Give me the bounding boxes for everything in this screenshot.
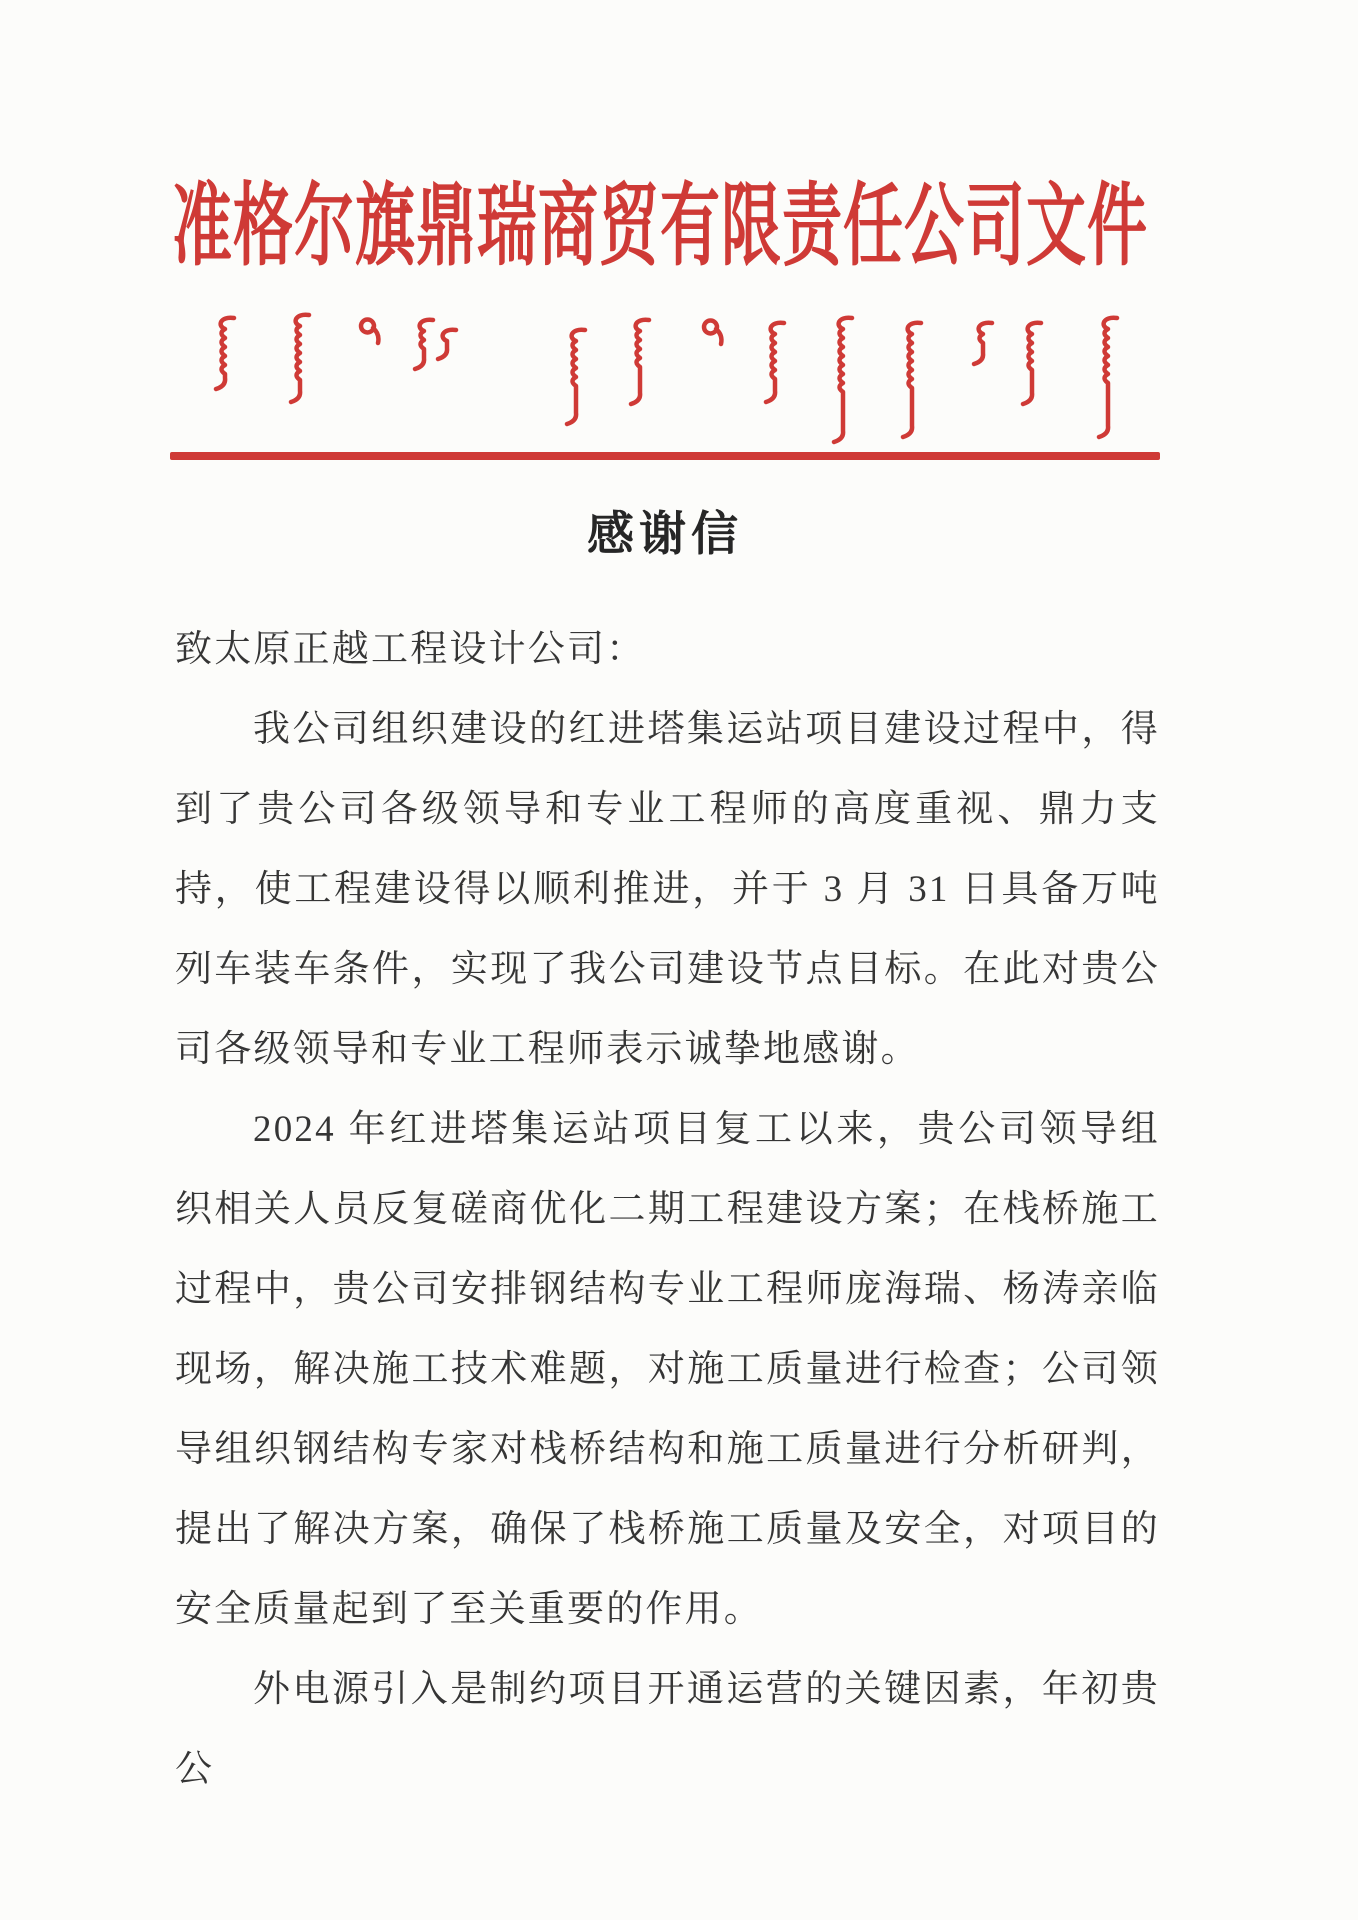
header-divider-rule (170, 452, 1160, 460)
mongolian-script-block (170, 305, 1190, 455)
mongolian-script-decoration (170, 305, 1190, 455)
document-header-title: 准格尔旗鼎瑞商贸有限责任公司文件 (172, 177, 1148, 276)
salutation: 致太原正越工程设计公司： (175, 629, 646, 670)
letter-paragraph-3: 外电源引入是制约项目开通运营的关键因素，年初贵公 (175, 1669, 1160, 1790)
letter-body (175, 610, 1160, 1810)
letter-paragraph-1: 我公司组织建设的红进塔集运站项目建设过程中，得到了贵公司各级领导和专业工程师的高度重视、鼎力支持，使工程建设得以顺利推进，并于 3 月 31 日具备万吨列车装车条件，实现了我公司建设节点目标。在此对贵公司各级领导和专业工程师表示诚挚地感谢。 (175, 709, 1160, 1070)
letter-title: 感谢信 (587, 509, 743, 561)
letter-paragraph-2: 2024 年红进塔集运站项目复工以来，贵公司领导组织相关人员反复磋商优化二期工程建设方案；在栈桥施工过程中，贵公司安排钢结构专业工程师庞海瑞、杨涛亲临现场，解决施工技术难题，对施工质量进行检查；公司领导组织钢结构专家对栈桥结构和施工质量进行分析研判，提出了解决方案，确保了栈桥施工质量及安全，对项目的安全质量起到了至关重要的作用。 (175, 1109, 1160, 1630)
